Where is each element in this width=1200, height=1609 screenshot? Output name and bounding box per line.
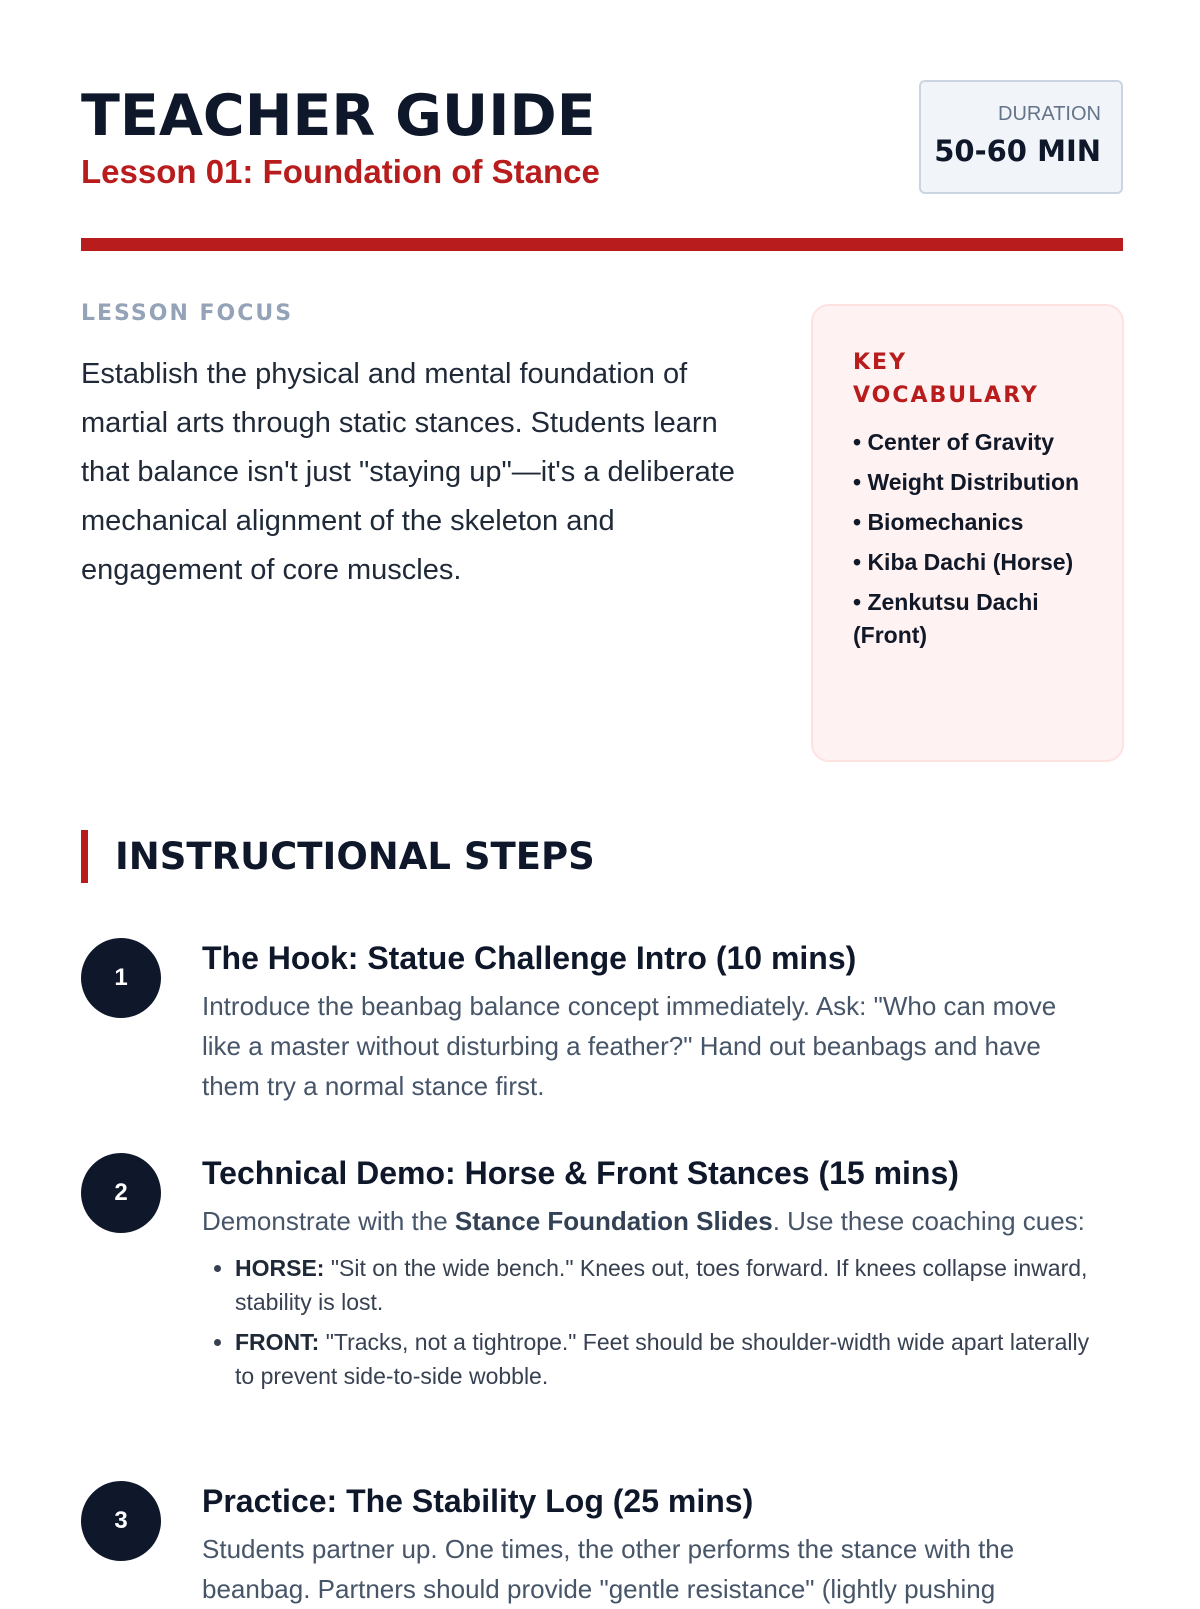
step-number-badge: 3 <box>81 1481 161 1561</box>
step-description <box>202 1201 1102 1241</box>
step-description-text: Demonstrate with the <box>202 1206 455 1236</box>
vocabulary-item: • Center of Gravity <box>853 429 1055 455</box>
step-number-badge: 1 <box>81 938 161 1018</box>
duration-box <box>919 80 1123 194</box>
key-vocabulary-box <box>811 304 1124 762</box>
vocabulary-item: • Zenkutsu Dachi (Front) <box>853 589 1039 648</box>
cue-label: FRONT: <box>235 1329 320 1355</box>
cue-label: HORSE: <box>235 1255 325 1281</box>
step-description: Students partner up. One times, the other performs the stance with the beanbag. Partners should provide "gentle resistance" (lightly pushing <box>202 1534 1015 1604</box>
vocabulary-list <box>853 426 1082 652</box>
section-accent-bar <box>81 830 88 883</box>
lesson-focus-text: Establish the physical and mental foundation of martial arts through static stances. Students learn that balance isn't just "staying up"—it's a deliberate mechanical alignment of the skeleton and engagement of core muscles. <box>81 358 735 586</box>
coaching-cue <box>235 1251 1102 1319</box>
coaching-cues-list <box>202 1251 1102 1393</box>
instructional-steps-title: INSTRUCTIONAL STEPS <box>115 835 595 878</box>
vocabulary-item: • Biomechanics <box>853 509 1024 535</box>
vocabulary-item: • Weight Distribution <box>853 469 1080 495</box>
lesson-focus <box>81 300 761 595</box>
step-body <box>202 938 1102 1106</box>
page-title: TEACHER GUIDE <box>81 83 596 149</box>
lesson-focus-label: LESSON FOCUS <box>81 301 294 326</box>
header-divider <box>81 238 1123 251</box>
key-vocabulary-title: KEY VOCABULARY <box>853 350 1039 408</box>
cue-text: "Sit on the wide bench." Knees out, toes forward. If knees collapse inward, stability is lost. <box>235 1255 1088 1315</box>
step-title: The Hook: Statue Challenge Intro (10 mins) <box>202 940 857 976</box>
coaching-cue <box>235 1325 1102 1393</box>
step-description: Introduce the beanbag balance concept immediately. Ask: "Who can move like a master without disturbing a feather?" Hand out beanbags and have them try a normal stance first. <box>202 991 1057 1101</box>
slides-reference: Stance Foundation Slides <box>454 1206 773 1236</box>
step-description-text: . Use these coaching cues: <box>772 1206 1085 1236</box>
step-number-badge: 2 <box>81 1153 161 1233</box>
step-body <box>202 1153 1102 1399</box>
step-body <box>202 1481 1102 1609</box>
cue-text: "Tracks, not a tightrope." Feet should be shoulder-width wide apart laterally to prevent side-to-side wobble. <box>235 1329 1090 1389</box>
duration-value: 50-60 MIN <box>934 134 1101 168</box>
step-title: Technical Demo: Horse & Front Stances (15 mins) <box>202 1155 959 1191</box>
duration-label: DURATION <box>998 103 1101 125</box>
lesson-subtitle: Lesson 01: Foundation of Stance <box>81 153 600 190</box>
step-title: Practice: The Stability Log (25 mins) <box>202 1483 754 1519</box>
vocabulary-item: • Kiba Dachi (Horse) <box>853 549 1074 575</box>
